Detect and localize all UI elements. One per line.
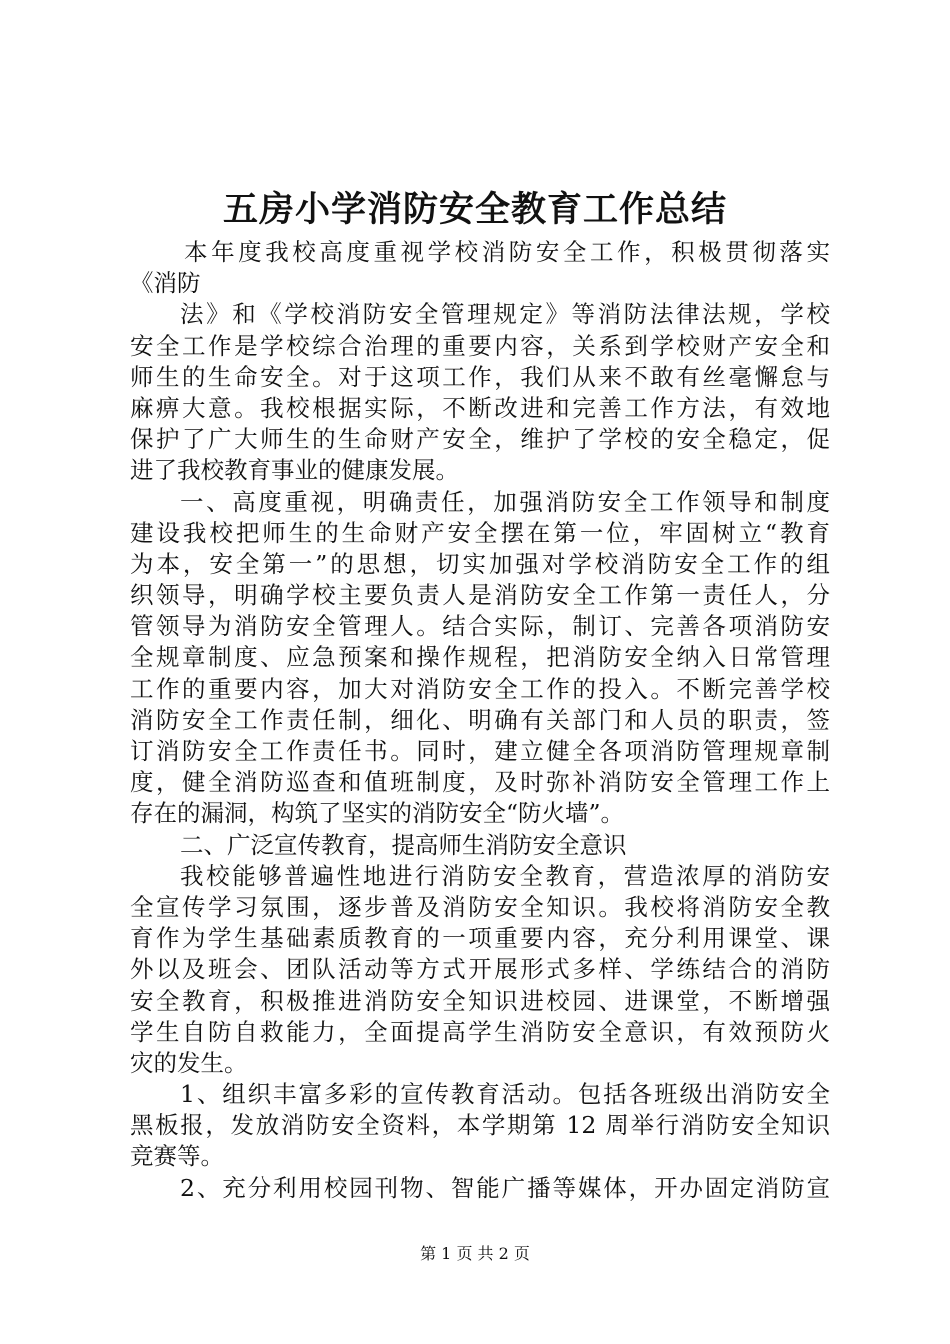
text-line: 管领导为消防安全管理人。结合实际，制订、完善各项消防安: [130, 612, 830, 641]
text-line: 保护了广大师生的生命财产安全，维护了学校的安全稳定，促: [130, 425, 830, 454]
document-title: 五房小学消防安全教育工作总结: [222, 189, 727, 230]
text-line: 育作为学生基础素质教育的一项重要内容，充分利用课堂、课: [130, 924, 830, 953]
text-line: 竞赛等。: [130, 1142, 224, 1171]
text-line: 灾的发生。: [130, 1048, 248, 1077]
text-line: 学生自防自救能力，全面提高学生消防安全意识，有效预防火: [130, 1017, 830, 1046]
document-body: [130, 237, 830, 1204]
text-line: 我校能够普遍性地进行消防安全教育，营造浓厚的消防安: [180, 861, 830, 890]
text-line: 黑板报，发放消防安全资料，本学期第 12 周举行消防安全知识: [130, 1111, 830, 1140]
text-line: 消防安全工作责任制，细化、明确有关部门和人员的职责，签: [130, 705, 830, 734]
text-line: 1、组织丰富多彩的宣传教育活动。包括各班级出消防安全: [180, 1080, 830, 1109]
section-heading: 二、广泛宣传教育，提高师生消防安全意识: [180, 830, 627, 859]
text-line: 法》和《学校消防安全管理规定》等消防法律法规，学校: [180, 300, 830, 329]
text-line: 全规章制度、应急预案和操作规程，把消防安全纳入日常管理: [130, 643, 830, 672]
text-line: 织领导，明确学校主要负责人是消防安全工作第一责任人，分: [130, 581, 830, 610]
text-line: 进了我校教育事业的健康发展。: [130, 456, 459, 485]
text-line: 师生的生命安全。对于这项工作，我们从来不敢有丝毫懈怠与: [130, 362, 830, 391]
text-line: 一、高度重视，明确责任，加强消防安全工作领导和制度: [180, 487, 830, 516]
text-line: 《消防: [130, 269, 201, 298]
text-line: 2、充分利用校园刊物、智能广播等媒体，开办固定消防宣: [180, 1173, 830, 1202]
page-footer: 第 1 页 共 2 页: [420, 1244, 530, 1263]
text-line: 安全教育，积极推进消防安全知识进校园、进课堂，不断增强: [130, 986, 830, 1015]
text-line: 本年度我校高度重视学校消防安全工作，积极贯彻落实: [184, 238, 830, 266]
text-line: 为本，安全第一”的思想，切实加强对学校消防安全工作的组: [130, 549, 830, 578]
text-line: 建设我校把师生的生命财产安全摆在第一位，牢固树立“教育: [130, 518, 830, 547]
text-line: 安全工作是学校综合治理的重要内容，关系到学校财产安全和: [130, 331, 830, 360]
text-line: 存在的漏洞，构筑了坚实的消防安全“防火墙”。: [130, 799, 625, 828]
text-line: 外以及班会、团队活动等方式开展形式多样、学练结合的消防: [130, 955, 830, 984]
text-line: 全宣传学习氛围，逐步普及消防安全知识。我校将消防安全教: [130, 892, 830, 921]
text-line: 订消防安全工作责任书。同时，建立健全各项消防管理规章制: [130, 737, 830, 765]
text-line: 工作的重要内容，加大对消防安全工作的投入。不断完善学校: [130, 674, 830, 703]
text-line: 麻痹大意。我校根据实际，不断改进和完善工作方法，有效地: [130, 393, 830, 422]
text-line: 度，健全消防巡查和值班制度，及时弥补消防安全管理工作上: [130, 768, 830, 797]
